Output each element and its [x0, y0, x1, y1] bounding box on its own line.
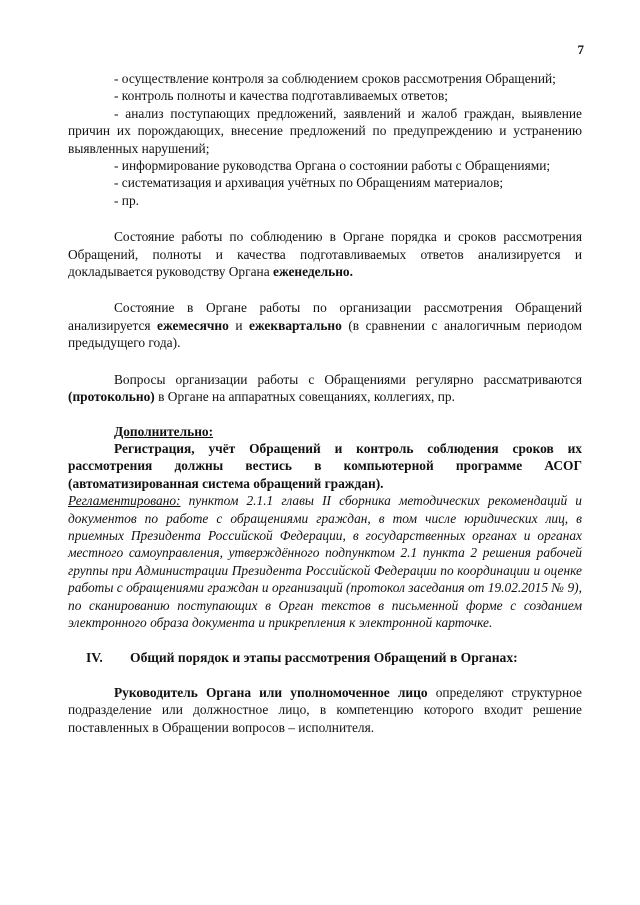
emphasis-protocol: (протокольно): [68, 389, 155, 405]
page-content: [68, 70, 582, 736]
emphasis-quarterly: ежеквартально: [248, 317, 342, 333]
section-title: Общий порядок и этапы рассмотрения Обращений в Органах:: [130, 650, 518, 666]
paragraph-weekly-analysis: Состояние работы по соблюдению в Органе порядка и сроков рассмотрения Обращений, полноты и качества подготавливаемых ответов анализируется и докладывается руководству Органа еженедельно.: [68, 229, 582, 280]
list-item: - анализ поступающих предложений, заявлений и жалоб граждан, выявление причин их порождающих, внесение предложений по предупреждению и устранению выявленных нарушений;: [68, 105, 582, 156]
list-item: - информирование руководства Органа о состоянии работы с Обращениями;: [114, 158, 551, 174]
list-item: - систематизация и архивация учётных по Обращениям материалов;: [114, 175, 504, 191]
list-item: - контроль полноты и качества подготавливаемых ответов;: [114, 88, 449, 104]
section-heading: [68, 649, 582, 666]
additional-title: Дополнительно:: [114, 423, 214, 439]
list-item: - осуществление контроля за соблюдением сроков рассмотрения Обращений;: [114, 71, 556, 86]
emphasis-monthly: ежемесячно: [157, 317, 229, 333]
paragraph-responsible: Руководитель Органа или уполномоченное лицо определяют структурное подразделение или должностное лицо, в компетенцию которого входит решение поставленных в Обращении вопросов – исполнителя.: [68, 684, 582, 735]
section-number: IV.: [86, 650, 103, 666]
regulation-paragraph: Регламентировано: пунктом 2.1.1 главы II сборника методических рекомендаций и документов по работе с обращениями граждан, в том числе юридических лиц, в приемных Президента Российской Федерации, в государственных органах и органах местного самоуправления, утверждённого подпунктом 2.1 пункта 2 решения рабочей группы при Администрации Президента Российской Федерации по координации и оценке работы с обращениями граждан и организаций (протокол заседания от 19.02.2015 № 9), по сканированию поступающих в Орган текстов в письменной форме с созданием электронного образа документа и прикрепления к электронной карточке.: [68, 493, 582, 630]
emphasis-weekly: еженедельно.: [273, 264, 353, 280]
list-item: - пр.: [114, 192, 140, 208]
page-number: 7: [577, 42, 584, 57]
emphasis-responsible: Руководитель Органа или уполномоченное лицо: [114, 684, 428, 700]
regulation-label: Регламентировано:: [68, 493, 181, 509]
paragraph-monthly-analysis: Состояние в Органе работы по организации рассмотрения Обращений анализируется ежемесячно и ежеквартально (в сравнении с аналогичным периодом предыдущего года).: [68, 300, 582, 351]
paragraph-meetings: Вопросы организации работы с Обращениями регулярно рассматриваются (протокольно) в Органе на аппаратных совещаниях, коллегиях, пр.: [68, 371, 582, 405]
registration-paragraph: Регистрация, учёт Обращений и контроль соблюдения сроков их рассмотрения должны вестись в компьютерной программе АСОГ (автоматизированная система обращений граждан).: [68, 440, 582, 491]
